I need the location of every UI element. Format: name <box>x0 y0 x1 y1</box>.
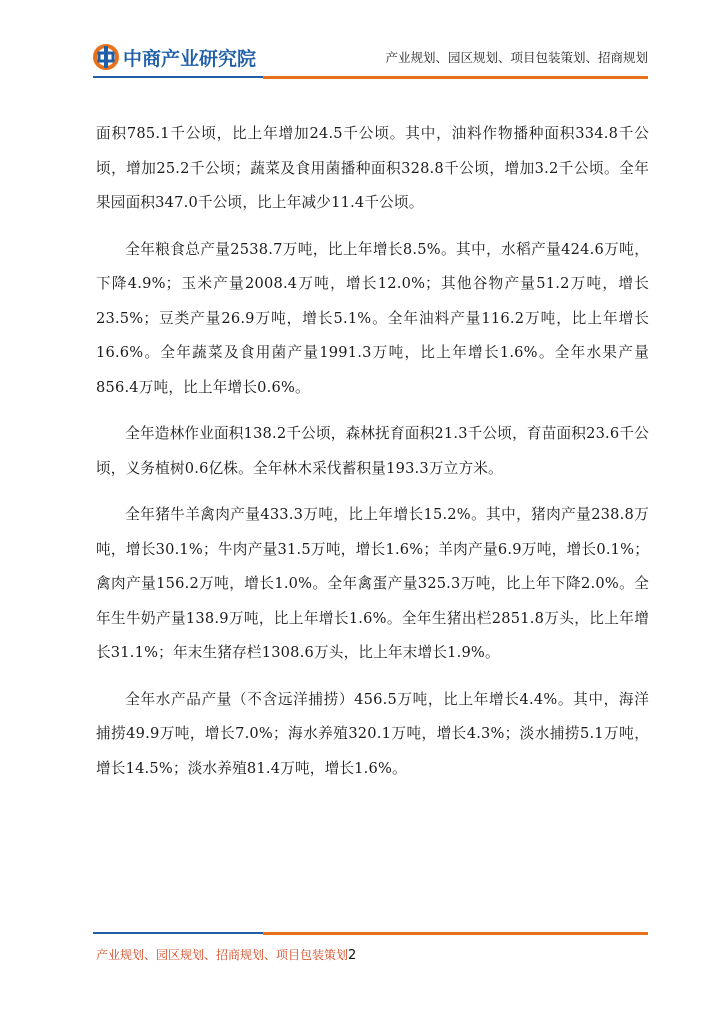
logo-text: 中商产业研究院 <box>123 47 257 70</box>
footer-divider-blue <box>93 932 263 934</box>
header-tagline: 产业规划、园区规划、项目包装策划、招商规划 <box>385 50 648 65</box>
header-divider-orange <box>263 76 648 79</box>
header-divider-blue <box>93 76 263 78</box>
logo-icon <box>93 44 119 70</box>
page-footer <box>96 946 356 963</box>
paragraph-livestock: 全年猪牛羊禽肉产量433.3万吨，比上年增长15.2%。其中，猪肉产量238.8万吨，增长30.1%；牛肉产量31.5万吨，增长1.6%；羊肉产量6.9万吨，增长0.1%；禽肉产量156.2万吨，增长1.0%。全年禽蛋产量325.3万吨，比上年下降2.0%。全年生牛奶产量138.9万吨，比上年增长1.6%。全年生猪出栏2851.8万头，比上年增长31.1%；年末生猪存栏1308.6万头，比上年末增长1.9%。 <box>96 506 649 661</box>
page-number: 2 <box>348 948 357 963</box>
document-body <box>96 117 649 798</box>
paragraph-crop-area: 面积785.1千公顷，比上年增加24.5千公顷。其中，油料作物播种面积334.8千公顷，增加25.2千公顷；蔬菜及食用菌播种面积328.8千公顷，增加3.2千公顷。全年果园面积347.0千公顷，比上年减少11.4千公顷。 <box>96 125 649 211</box>
page-header <box>0 0 724 90</box>
paragraph-forestry: 全年造林作业面积138.2千公顷，森林抚育面积21.3千公顷，育苗面积23.6千公顷，义务植树0.6亿株。全年林木采伐蓄积量193.3万立方米。 <box>96 425 649 477</box>
footer-tagline: 产业规划、园区规划、招商规划、项目包装策划 <box>96 948 349 962</box>
paragraph-grain-output: 全年粮食总产量2538.7万吨，比上年增长8.5%。其中，水稻产量424.6万吨，下降4.9%；玉米产量2008.4万吨，增长12.0%；其他谷物产量51.2万吨，增长23.5%；豆类产量26.9万吨，增长5.1%。全年油料产量116.2万吨，比上年增长16.6%。全年蔬菜及食用菌产量1991.3万吨，比上年增长1.6%。全年水果产量856.4万吨，比上年增长0.6%。 <box>96 240 649 396</box>
paragraph-aquatic: 全年水产品产量（不含远洋捕捞）456.5万吨，比上年增长4.4%。其中，海洋捕捞49.9万吨，增长7.0%；海水养殖320.1万吨，增长4.3%；淡水捕捞5.1万吨，增长14.5%；淡水养殖81.4万吨，增长1.6%。 <box>96 690 649 777</box>
footer-divider-orange <box>263 932 648 935</box>
company-logo <box>93 42 256 72</box>
